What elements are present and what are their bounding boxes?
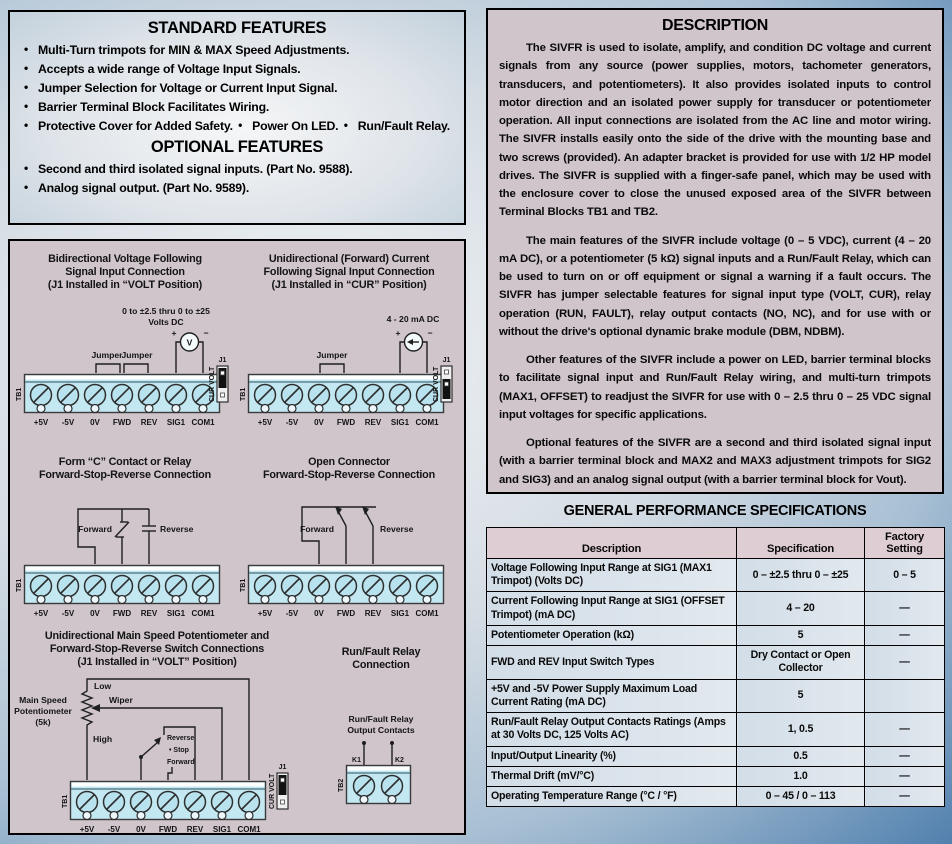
feature-text: Analog signal output. (Part No. 9589). (38, 181, 250, 195)
cell-factory (865, 679, 945, 712)
terminal-block-tb1 (240, 375, 444, 428)
terminal-label: 0V (314, 609, 324, 618)
description-panel (486, 8, 944, 494)
cell-description: Operating Temperature Range (°C / °F) (487, 787, 737, 807)
reverse-label: Reverse (380, 524, 414, 534)
terminal-block-tb1 (240, 566, 444, 619)
cell-description: FWD and REV Input Switch Types (487, 646, 737, 679)
bullet-icon: • (343, 118, 348, 132)
voltage-range-label: Volts DC (148, 317, 184, 327)
bullet-icon: • (24, 42, 29, 56)
j1-jumper-volt-position (269, 764, 288, 809)
cell-specification: Dry Contact or Open Collector (737, 646, 865, 679)
cell-specification: 1, 0.5 (737, 713, 865, 746)
cell-factory: — (865, 787, 945, 807)
terminal-label: -5V (107, 825, 121, 834)
terminal-label: SIG1 (166, 418, 186, 427)
terminal-label: +5V (257, 418, 273, 427)
cell-specification: 1.0 (737, 766, 865, 786)
table-row (487, 625, 945, 645)
terminal-label: FWD (336, 609, 356, 618)
relay-contacts-label: Run/Fault Relay (348, 714, 414, 724)
feature-text: Run/Fault Relay. (357, 119, 450, 133)
terminal-label: COM1 (415, 418, 439, 427)
diagram-title: Unidirectional (Forward) Current (268, 253, 430, 265)
plus-sign: + (395, 328, 401, 338)
terminal-label: COM1 (415, 609, 439, 618)
cur-volt-label: CUR VOLT (269, 773, 276, 809)
terminal-label: SIG1 (166, 609, 186, 618)
cell-factory: — (865, 592, 945, 625)
bullet-icon: • (24, 61, 29, 75)
terminal-label: FWD (112, 609, 132, 618)
switch-forward-label: Forward (167, 759, 195, 766)
terminal-label: 0V (136, 825, 146, 834)
terminal-label: 0V (90, 418, 100, 427)
terminal-label: COM1 (237, 825, 261, 834)
feature-text: Protective Cover for Added Safety. (38, 119, 233, 133)
terminal-block-tb2 (338, 766, 411, 804)
j1-label: J1 (278, 764, 287, 771)
terminal-label: +5V (33, 418, 49, 427)
cell-specification: 5 (737, 625, 865, 645)
voltage-range-label: 0 to ±2.5 thru 0 to ±25 (122, 306, 210, 316)
voltmeter-letter: V (186, 337, 193, 348)
description-paragraph: Optional features of the SIVFR are a second and third isolated signal input (with a barrier terminal block and MAX2 and MAX3 adjustment trimpots for SIG2 and SIG3) and an analog signal output (with a barrier terminal block for Vout). (499, 437, 931, 486)
diagram-title: (J1 Installed in “CUR” Position) (271, 279, 427, 291)
cell-specification: 0 – 45 / 0 – 113 (737, 787, 865, 807)
terminal-label: -5V (61, 609, 75, 618)
feature-text: Accepts a wide range of Voltage Input Signals. (38, 62, 301, 76)
feature-item (22, 62, 452, 76)
j1-label: J1 (442, 357, 451, 364)
tb2-label: TB2 (338, 778, 345, 792)
header-factory-setting: Factory Setting (865, 528, 945, 559)
description-title: DESCRIPTION (661, 17, 769, 34)
tb1-label: TB1 (62, 794, 69, 808)
diagram-bidirectional-voltage (16, 246, 234, 434)
diagram-title: Run/Fault Relay (341, 646, 421, 658)
current-range-label: 4 - 20 mA DC (386, 314, 440, 324)
terminal-label: 0V (314, 418, 324, 427)
feature-item (22, 100, 452, 114)
feature-item (22, 43, 452, 57)
cell-factory: — (865, 646, 945, 679)
cell-specification: 5 (737, 679, 865, 712)
cell-factory: — (865, 713, 945, 746)
diagram-open-collector (240, 437, 458, 625)
pot-label: (5k) (35, 717, 51, 727)
spec-table-title: GENERAL PERFORMANCE SPECIFICATIONS (563, 503, 867, 519)
cell-factory: 0 – 5 (865, 559, 945, 592)
terminal-label: SIG1 (390, 609, 410, 618)
j1-jumper-volt-position (209, 357, 228, 402)
bullet-icon: • (24, 118, 29, 132)
terminal-label: -5V (285, 418, 299, 427)
terminal-block-tb1 (62, 782, 266, 835)
table-row (487, 679, 945, 712)
cell-description: Current Following Input Range at SIG1 (OFFSET Trimpot) (mA DC) (487, 592, 737, 625)
description-paragraph: Other features of the SIVFR include a power on LED, barrier terminal blocks to facilitate signal input and Run/Fault Relay wiring, and multi-turn trimpots (MAX1, OFFSET) to readjust the SIVFR for use with 0 – 2.5 thru 0 – 25 VDC signal input voltages for specific applications. (499, 354, 931, 421)
terminal-label: COM1 (191, 609, 215, 618)
cell-description: Potentiometer Operation (kΩ) (487, 625, 737, 645)
diagram-title: Open Connector (308, 456, 390, 468)
features-panel (8, 10, 466, 225)
cell-factory: — (865, 766, 945, 786)
description-paragraph: The main features of the SIVFR include voltage (0 – 5 VDC), current (4 – 20 mA DC), or a potentiometer (5 kΩ) signal inputs and a Run/Fault Relay, which can be used to turn on or off equipment or signal a warning if a fault occurs. The SIVFR has jumper selectable features for signal input type (VOLT, CUR), relay operation (RUN, FAULT), relay output contacts (NO, NC), and for use with or without the drive's optional dynamic brake module (DBM, NDBM). (499, 234, 931, 338)
minus-sign: − (427, 328, 433, 338)
jumper-label: Jumper (91, 350, 123, 360)
feature-row (22, 119, 452, 133)
table-row (487, 746, 945, 766)
forward-label: Forward (300, 524, 334, 534)
cell-description: Voltage Following Input Range at SIG1 (MAX1 Trimpot) (Volts DC) (487, 559, 737, 592)
tb1-label: TB1 (16, 578, 23, 592)
table-row (487, 766, 945, 786)
table-row (487, 559, 945, 592)
k2-label: K2 (395, 757, 404, 764)
j1-jumper-cur-position (433, 357, 452, 402)
terminal-block-tb1 (16, 375, 220, 428)
table-row (487, 713, 945, 746)
cur-volt-label: CUR VOLT (209, 366, 216, 402)
terminal-label: REV (140, 418, 158, 427)
diagram-title: Bidirectional Voltage Following (48, 253, 202, 265)
spec-table (486, 527, 945, 807)
bullet-icon: • (24, 80, 29, 94)
cell-factory: — (865, 625, 945, 645)
terminal-block-tb1 (16, 566, 220, 619)
bullet-icon: • (24, 180, 29, 194)
cell-description: Thermal Drift (mV/°C) (487, 766, 737, 786)
diagram-title: Signal Input Connection (65, 266, 185, 278)
terminal-label: COM1 (191, 418, 215, 427)
feature-text: Power On LED. (252, 119, 339, 133)
terminal-label: FWD (112, 418, 132, 427)
feature-item (22, 162, 452, 176)
feature-item (342, 119, 450, 133)
cell-specification: 0.5 (737, 746, 865, 766)
feature-item (22, 181, 452, 195)
tb1-label: TB1 (240, 578, 247, 592)
diagram-form-c-contact (16, 437, 234, 625)
diagram-title: Following Signal Input Connection (263, 266, 435, 278)
table-row (487, 787, 945, 807)
diagram-title: Forward-Stop-Reverse Switch Connections (49, 643, 265, 655)
feature-text: Barrier Terminal Block Facilitates Wiring. (38, 100, 270, 114)
cell-description: +5V and -5V Power Supply Maximum Load Current Rating (mA DC) (487, 679, 737, 712)
diagram-title: Form “C” Contact or Relay (58, 456, 192, 468)
switch-reverse-label: Reverse (167, 735, 195, 742)
terminal-label: 0V (90, 609, 100, 618)
header-description: Description (487, 528, 737, 559)
k1-label: K1 (352, 757, 361, 764)
j1-label: J1 (218, 357, 227, 364)
terminal-label: FWD (158, 825, 178, 834)
wiper-label: Wiper (109, 695, 133, 705)
relay-contacts-label: Output Contacts (347, 725, 415, 735)
diagram-title: (J1 Installed in “VOLT Position) (47, 279, 203, 291)
terminal-label: -5V (285, 609, 299, 618)
terminal-label: FWD (336, 418, 356, 427)
jumper-label: Jumper (316, 350, 348, 360)
diagram-title: Forward-Stop-Reverse Connection (39, 469, 211, 481)
optional-features-title: OPTIONAL FEATURES (150, 138, 324, 156)
terminal-label: +5V (33, 609, 49, 618)
terminal-label: SIG1 (390, 418, 410, 427)
cell-specification: 0 – ±2.5 thru 0 – ±25 (737, 559, 865, 592)
diagram-title: Forward-Stop-Reverse Connection (263, 469, 435, 481)
standard-features-title: STANDARD FEATURES (147, 19, 327, 37)
table-header-row (487, 528, 945, 559)
switch-stop-label: • Stop (169, 747, 189, 754)
terminal-label: +5V (79, 825, 95, 834)
high-label: High (93, 734, 113, 744)
connection-diagrams-panel (8, 239, 466, 835)
table-row (487, 646, 945, 679)
tb1-label: TB1 (240, 387, 247, 401)
minus-sign: − (203, 328, 209, 338)
cell-description: Run/Fault Relay Output Contacts Ratings (Amps at 30 Volts DC, 125 Volts AC) (487, 713, 737, 746)
feature-item (22, 119, 233, 133)
diagram-title: (J1 Installed in “VOLT” Position) (77, 656, 237, 668)
feature-text: Multi-Turn trimpots for MIN & MAX Speed Adjustments. (38, 43, 350, 57)
diagram-title: Connection (352, 659, 410, 671)
pot-label: Potentiometer (14, 706, 72, 716)
terminal-label: REV (364, 609, 382, 618)
tb1-label: TB1 (16, 387, 23, 401)
low-label: Low (94, 681, 112, 691)
plus-sign: + (171, 328, 177, 338)
terminal-label: +5V (257, 609, 273, 618)
terminal-label: SIG1 (212, 825, 232, 834)
bullet-icon: • (238, 118, 243, 132)
diagram-title: Unidirectional Main Speed Potentiometer and (44, 630, 270, 642)
cell-factory: — (865, 746, 945, 766)
terminal-label: REV (186, 825, 204, 834)
bullet-icon: • (24, 161, 29, 175)
diagram-run-fault-relay (300, 623, 462, 835)
jumper-label: Jumper (121, 350, 153, 360)
terminal-label: REV (140, 609, 158, 618)
feature-item (22, 81, 452, 95)
cell-specification: 4 – 20 (737, 592, 865, 625)
cell-description: Input/Output Linearity (%) (487, 746, 737, 766)
reverse-label: Reverse (160, 524, 194, 534)
feature-text: Second and third isolated signal inputs. (Part No. 9588). (38, 162, 353, 176)
terminal-label: REV (364, 418, 382, 427)
terminal-label: -5V (61, 418, 75, 427)
pot-label: Main Speed (19, 695, 67, 705)
forward-label: Forward (78, 524, 112, 534)
diagram-main-speed-pot (12, 623, 302, 835)
description-paragraph: The SIVFR is used to isolate, amplify, and condition DC voltage and current signals from any source (power supplies, motors, tachometer generators, transducers, and potentiometers). It also provides isolated inputs to control motor direction and an isolated power supply for transducer or potentiometer operation. All input connections are isolated from the AC line and motor wiring. The SIVFR installs easily onto the side of the drive with the mounting base and two screws (provided). An adapter bracket is provided for use with 1/2 HP model drives. The SIVFR is supplied with a finger-safe panel, which may be used with the enclosure cover to close the unused exposed area of the SIVFR between Terminal Blocks TB1 and TB2. (499, 42, 931, 219)
header-specification: Specification (737, 528, 865, 559)
cur-volt-label: CUR VOLT (433, 366, 440, 402)
diagram-unidirectional-current (240, 246, 458, 434)
table-row (487, 592, 945, 625)
feature-text: Jumper Selection for Voltage or Current Input Signal. (38, 81, 338, 95)
feature-item (236, 119, 338, 133)
bullet-icon: • (24, 99, 29, 113)
